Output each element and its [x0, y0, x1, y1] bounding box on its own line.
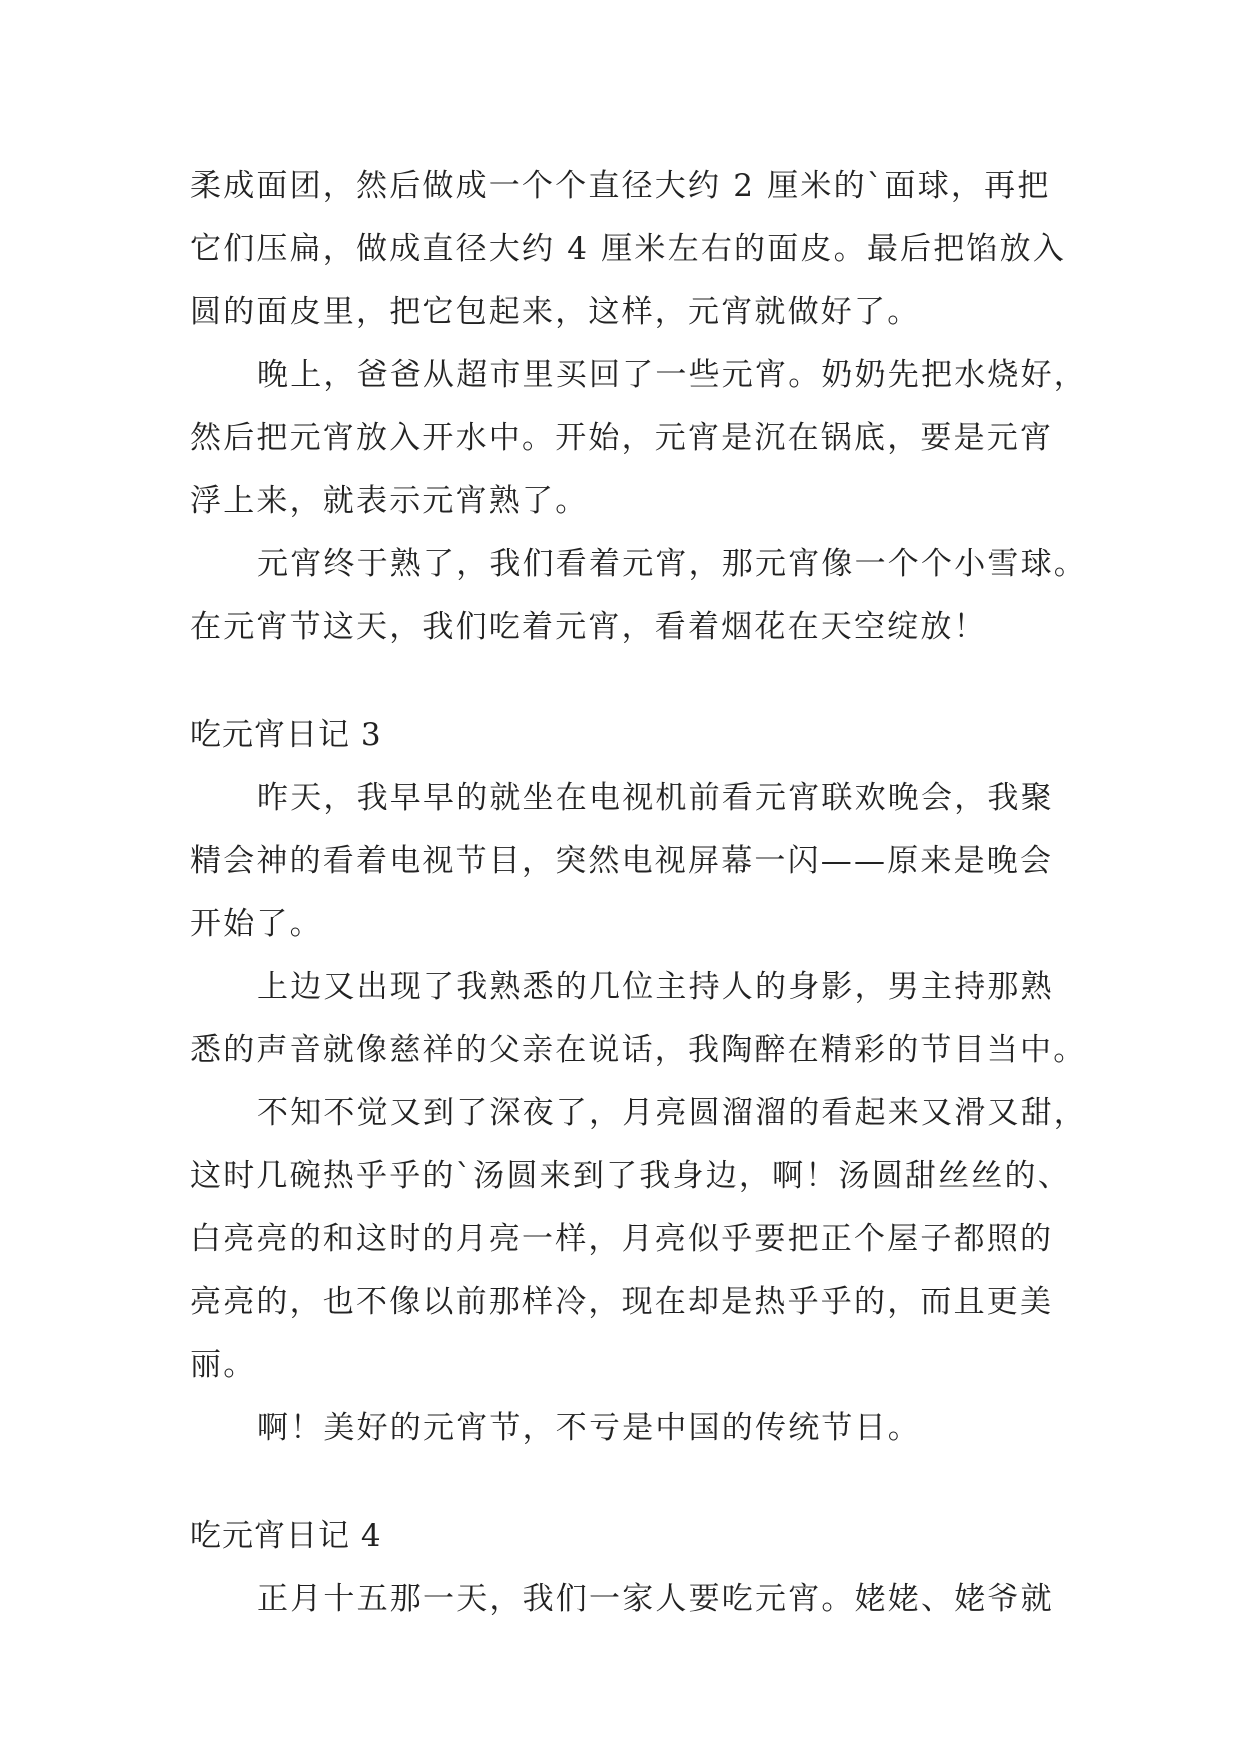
paragraph-start-line: 元宵终于熟了，我们看着元宵，那元宵像一个个小雪球。 — [257, 546, 1087, 582]
paragraph-start-line: 昨天，我早早的就坐在电视机前看元宵联欢晚会，我聚 — [257, 780, 1054, 816]
text-line: 它们压扁，做成直径大约 4 厘米左右的面皮。最后把馅放入 — [190, 231, 1067, 267]
text-line: 精会神的看着电视节目，突然电视屏幕一闪——原来是晚会 — [190, 843, 1054, 879]
paragraph-start-line: 不知不觉又到了深夜了，月亮圆溜溜的看起来又滑又甜， — [257, 1095, 1087, 1131]
text-line: 在元宵节这天，我们吃着元宵，看着烟花在天空绽放！ — [190, 609, 987, 645]
text-line: 白亮亮的和这时的月亮一样，月亮似乎要把正个屋子都照的 — [190, 1221, 1054, 1257]
text-line: 亮亮的，也不像以前那样冷，现在却是热乎乎的，而且更美 — [190, 1284, 1054, 1320]
paragraph-start-line: 啊！美好的元宵节，不亏是中国的传统节日。 — [257, 1410, 921, 1446]
paragraph-start-line: 正月十五那一天，我们一家人要吃元宵。姥姥、姥爷就 — [257, 1581, 1054, 1617]
text-line: 圆的面皮里，把它包起来，这样，元宵就做好了。 — [190, 294, 921, 330]
text-line: 然后把元宵放入开水中。开始，元宵是沉在锅底，要是元宵 — [190, 420, 1054, 456]
paragraph-start-line: 晚上，爸爸从超市里买回了一些元宵。奶奶先把水烧好， — [257, 357, 1087, 393]
text-line: 这时几碗热乎乎的`汤圆来到了我身边，啊！汤圆甜丝丝的、 — [190, 1158, 1071, 1194]
text-line: 浮上来，就表示元宵熟了。 — [190, 483, 589, 519]
text-line: 柔成面团，然后做成一个个直径大约 2 厘米的`面球，再把 — [190, 168, 1051, 204]
text-line: 丽。 — [190, 1347, 257, 1383]
section-heading: 吃元宵日记 4 — [190, 1518, 382, 1554]
paragraph-start-line: 上边又出现了我熟悉的几位主持人的身影，男主持那熟 — [257, 969, 1054, 1005]
section-heading: 吃元宵日记 3 — [190, 717, 382, 753]
text-line: 开始了。 — [190, 906, 323, 942]
text-line: 悉的声音就像慈祥的父亲在说话，我陶醉在精彩的节目当中。 — [190, 1032, 1087, 1068]
